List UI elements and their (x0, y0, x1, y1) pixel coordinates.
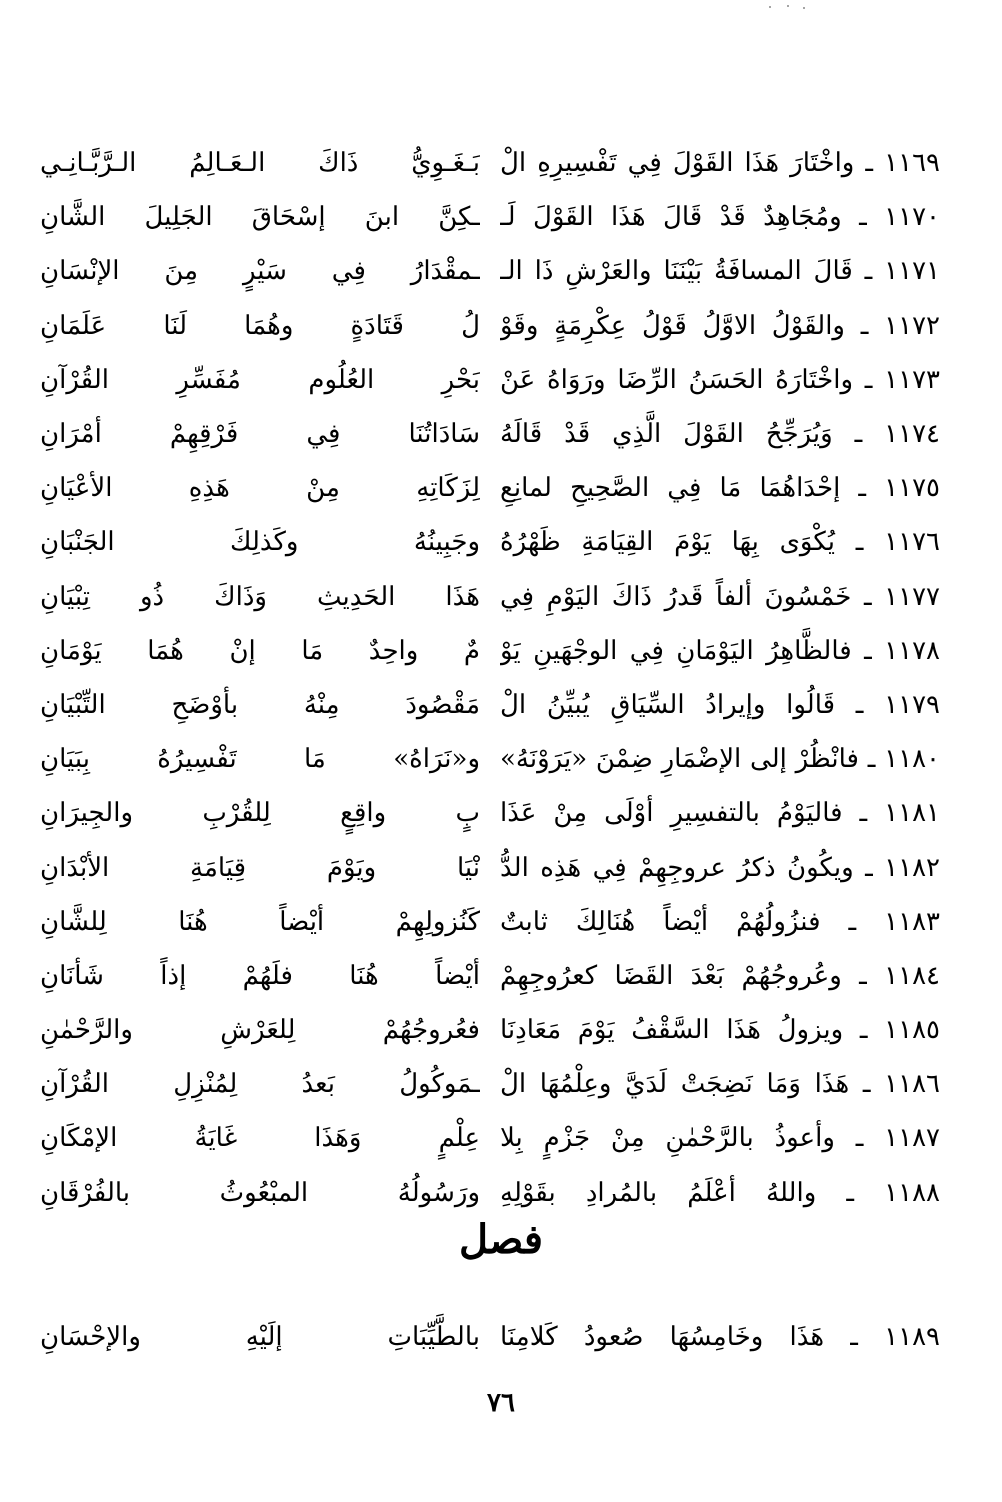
verse-first-hemistich: ١١٨٥ ـ ويزولُ هَذَا السَّقْفُ يَوْمَ مَعَادِنَا (500, 1015, 940, 1046)
verse-first-hemistich: ١١٧٩ ـ قَالُوا وإيرادُ السِّيَاقِ يُبيِّنُ الْ (500, 689, 940, 720)
verse-second-hemistich: نْيَا ويَوْمَ قِيَامَةِ الأبْدَانِ (40, 852, 480, 883)
verse-second-hemistich: لِزَكَاتِهِ مِنْ هَذِهِ الأعْيَانِ (40, 473, 480, 504)
verse-first-hemistich: ١١٨٣ ـ فنزُولُهُمْ أيْضاً هُنَالِكَ ثابتٌ (500, 906, 940, 937)
verse-second-hemistich: ـمقْدَارُ فِي سَيْرٍ مِنَ الإنْسَانِ (40, 256, 480, 287)
verse-first-hemistich: ١١٨٩ ـ هَذَا وخَامِسُهَا صُعودُ كَلامِنَا (500, 1322, 940, 1352)
verse-first-hemistich: ١١٨١ ـ فاليَوْمُ بالتفسِيرِ أوْلَى مِنْ عَذَا (500, 798, 940, 829)
verse-first-hemistich: ١١٧٤ ـ وَيُرَجِّحُ القَوْلَ الَّذِي قَدْ قَالَهُ (500, 419, 940, 450)
verse-1178 (40, 624, 940, 678)
verse-first-hemistich: ١١٧٧ ـ خَمْسُونَ ألفاً قَدرُ ذَاكَ اليَوْمِ فِي (500, 581, 940, 612)
verse-first-hemistich: ١١٨٢ ـ ويكُونُ ذكرُ عروجِهِمْ فِي هَذِه الدُّ (500, 852, 940, 883)
page-number: ٧٦ (487, 1388, 515, 1418)
verse-first-hemistich: ١١٧١ ـ قَالَ المسافَةُ بَيْنَنَا والعَرْشِ ذَا الـ (500, 256, 940, 287)
verse-1170 (40, 190, 940, 244)
verse-second-hemistich: ـمَوكُولُ بَعدُ لِمُنْزِلِ القُرْآنِ (40, 1069, 480, 1100)
verse-first-hemistich: ١١٨٠ ـ فانْظُرْ إلى الإضْمَارِ ضِمْنَ «يَرَوْنَهُ» (500, 744, 940, 775)
verse-1183 (40, 895, 940, 949)
verse-1172 (40, 299, 940, 353)
verse-1186 (40, 1057, 940, 1111)
verse-second-hemistich: كَنُزولِهِمْ أيْضاً هُنَا لِلشَّانِ (40, 906, 480, 937)
verse-1180 (40, 732, 940, 786)
verse-second-hemistich: عِلْمٍ وَهَذَا غَايَةُ الإمْكَانِ (40, 1123, 480, 1154)
verse-second-hemistich: سَادَاتُنَا فِي فَرْقِهِمْ أمْرَانِ (40, 419, 480, 450)
verse-second-hemistich: ـكِنَّ ابنَ إسْحَاقَ الجَلِيلَ الشَّانِ (40, 202, 480, 233)
verse-second-hemistich: ورَسُولُهُ المبْعُوثُ بالفُرْقَانِ (40, 1177, 480, 1208)
verse-1182 (40, 840, 940, 894)
verse-second-hemistich: بَحْرِ العُلُوم مُفَسِّرِ القُرْآنِ (40, 364, 480, 395)
verse-second-hemistich: هَذَا الحَدِيثِ وَذَاكَ ذُو تِبْيَانِ (40, 581, 480, 612)
verse-1173 (40, 353, 940, 407)
verse-second-hemistich: و«نَرَاهُ» مَا تَفْسِيرُهُ بِبَيَانِ (40, 744, 480, 775)
verse-1171 (40, 244, 940, 298)
verse-1185 (40, 1003, 940, 1057)
verse-first-hemistich: ١١٧٣ ـ واخْتَارَهُ الحَسَنُ الرِّضَا ورَوَاهُ عَنْ (500, 364, 940, 395)
verse-first-hemistich: ١١٧٠ ـ ومُجَاهِدٌ قَدْ قَالَ هَذَا القَوْلَ لَـ (500, 202, 940, 233)
verse-first-hemistich: ١١٧٥ ـ إحْدَاهُمَا مَا فِي الصَّحِيحِ لمانِعِ (500, 473, 940, 504)
verse-second-hemistich: وجَبِينُهُ وكَذلِكَ الجَنْبَانِ (40, 527, 480, 558)
verse-first-hemistich: ١١٧٦ ـ يُكْوَى بِهَا يَوْمَ القِيَامَةِ ظَهْرُهُ (500, 527, 940, 558)
verse-1181 (40, 786, 940, 840)
verse-second-hemistich: بٍ واقِعٍ لِلقُرْبِ والجِيرَانِ (40, 798, 480, 829)
verse-first-hemistich: ١١٦٩ ـ واخْتَارَ هَذَا القَوْلَ فِي تَفْسِيرِهِ الْ (500, 148, 940, 179)
verse-first-hemistich: ١١٨٨ ـ واللهُ أعْلَمُ بالمُرادِ بقَوْلِهِ (500, 1177, 940, 1208)
verse-1188 (40, 1166, 940, 1220)
verse-first-hemistich: ١١٨٦ ـ هَذَا وَمَا نَضِجَتْ لَدَيَّ وعِلْمُهَا الْ (500, 1069, 940, 1100)
verse-first-hemistich: ١١٨٤ ـ وعُروجُهُمْ بَعْدَ القَضَا كعرُوجِهِمْ (500, 960, 940, 991)
section-heading: فصل (458, 1216, 544, 1263)
verse-1184 (40, 949, 940, 1003)
verse-second-hemistich: لُ قَتَادَةٍ وهُمَا لَنَا عَلَمَانِ (40, 310, 480, 341)
verse-second-hemistich: مٌ واحِدٌ مَا إنْ هُمَا يَوْمَانِ (40, 635, 480, 666)
verse-second-hemistich: بالطَّيِّبَاتِ إلَيْهِ والإحْسَانِ (40, 1322, 480, 1352)
verse-1177 (40, 570, 940, 624)
verse-first-hemistich: ١١٨٧ ـ وأعوذُ بالرَّحْمٰنِ مِنْ جَزْمٍ بِلا (500, 1123, 940, 1154)
verse-1169 (40, 136, 940, 190)
scan-mark (760, 4, 820, 10)
verse-second-hemistich: بَـغَـوِيُّ ذَاكَ الـعَـالِمُ الـرَّبَّـانِـي (40, 148, 480, 179)
verse-1175 (40, 461, 940, 515)
verse-second-hemistich: فعُروجُهُمْ لِلعَرْشِ والرَّحْمٰنِ (40, 1015, 480, 1046)
verse-1179 (40, 678, 940, 732)
verse-first-hemistich: ١١٧٢ ـ والقَوْلُ الاوَّلُ قَوْلُ عِكْرِمَةٍ وقَوْ (500, 310, 940, 341)
poem-verses (40, 136, 940, 1220)
verse-1176 (40, 515, 940, 569)
verse-1189 (40, 1310, 940, 1364)
verse-1187 (40, 1111, 940, 1165)
verse-second-hemistich: أيْضاً هُنَا فلَهُمْ إذاً شَأنَانِ (40, 960, 480, 991)
verse-second-hemistich: مَقْصُودَ مِنْهُ بأوْضَحِ التِّبْيَانِ (40, 689, 480, 720)
verse-1174 (40, 407, 940, 461)
verse-first-hemistich: ١١٧٨ ـ فالظَّاهِرُ اليَوْمَانِ فِي الوجْهَينِ يَوْ (500, 635, 940, 666)
